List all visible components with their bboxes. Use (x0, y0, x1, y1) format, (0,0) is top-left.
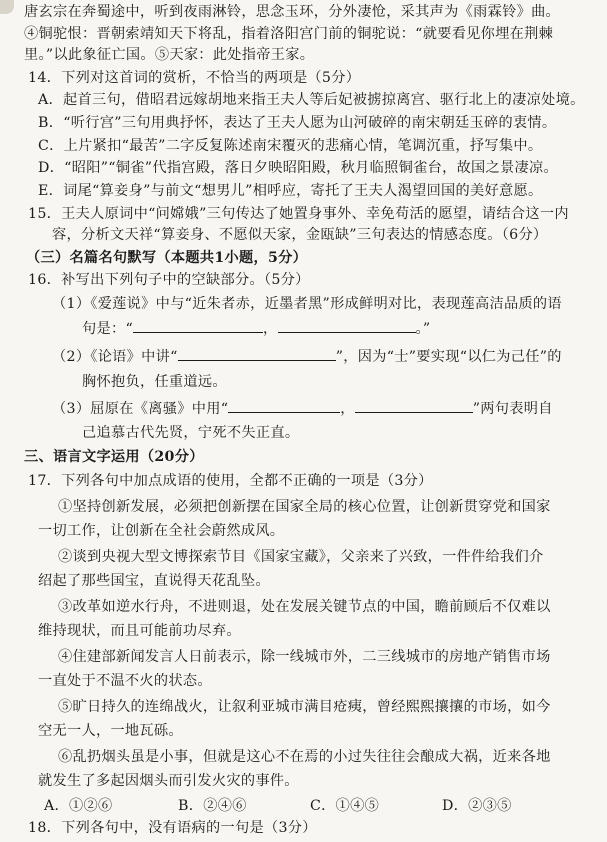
q17-sentence-5a: ⑤旷日持久的连绵战火，让叙利亚城市满目疮痍，曾经熙熙攘攘的市场，如今 (58, 699, 551, 715)
q16-item1-prefix: 句是：“ (82, 321, 134, 337)
q16-item2-suffix: ”，因为“士”要实现“以仁为己任”的 (335, 349, 562, 365)
q17-sentence-4a: ④住建部新闻发言人日前表示，除一线城市外，二三线城市的房地产销售市场 (58, 649, 551, 665)
q17-sentence-2a: ②谈到央视大型文博探索节目《国家宝藏》，父亲来了兴致，一件件给我们介 (58, 549, 544, 565)
q14-stem: 14．下列对这首词的赏析，不恰当的两项是（5分） (28, 70, 361, 86)
q16-blank-3[interactable] (178, 346, 336, 361)
note-line-2: ④铜驼恨：晋朝索靖知天下将乱，指着洛阳宫门前的铜驼说：“就要看见你埋在荆棘 (24, 26, 554, 42)
q16-blank-4[interactable] (228, 398, 340, 413)
q16-item2-prefix: （2）《论语》中讲“ (52, 349, 178, 365)
q14-option-a: A．起首三句，借昭君远嫁胡地来指王夫人等后妃被掳掠离宫、驱行北上的凄凉处境。 (38, 92, 585, 108)
note-line-1: 唐玄宗在奔蜀途中，听到夜雨淋铃，思念玉环，分外凄怆，采其声为《雨霖铃》曲。 (24, 4, 561, 20)
q18-stem: 18．下列各句中，没有语病的一句是（3分） (28, 820, 317, 836)
q16-blank-5[interactable] (355, 398, 473, 413)
q16-item1-line2 (82, 318, 430, 339)
q14-option-b: B．“听行宫”三句用典抒怀，表达了王夫人愿为山河破碎的南宋朝廷玉碎的衷情。 (38, 115, 557, 131)
q17-sentence-4b: 一直处于不温不火的状态。 (38, 673, 212, 689)
q16-item1-suffix: 。” (415, 321, 431, 337)
q16-blank-2[interactable] (278, 318, 416, 333)
q17-options (44, 796, 512, 816)
q16-item3-line1 (52, 398, 553, 419)
q17-sentence-1a: ①坚持创新发展，必须把创新摆在国家全局的核心位置，让创新贯穿党和国家 (58, 499, 551, 515)
q16-item3-line2: 己追慕古代先贤，宁死不失正直。 (82, 425, 300, 441)
q17-option-c[interactable]: C．①④⑤ (310, 798, 380, 814)
q16-item1-line1: （1）《爱莲说》中与“近朱者赤，近墨者黑”形成鲜明对比，表现莲高洁品质的语 (52, 296, 562, 312)
q16-item3-suffix: ”两句表明自 (472, 401, 553, 417)
section-3-title: （三）名篇名句默写（本题共1小题，5分） (26, 250, 308, 266)
q17-stem: 17．下列各句中加点成语的使用，全都不正确的一项是（3分） (28, 473, 433, 489)
q17-sentence-3a: ③改革如逆水行舟，不进则退，处在发展关键节点的中国，瞻前顾后不仅难以 (58, 599, 551, 615)
q17-option-a[interactable]: A．①②⑥ (44, 798, 113, 814)
page-corner-mark (0, 0, 14, 14)
q16-item3-prefix: （3）屈原在《离骚》中用“ (52, 401, 229, 417)
note-line-3: 里。”以此象征亡国。⑤天家：此处指帝王家。 (24, 47, 315, 63)
q16-item2-line2: 胸怀抱负，任重道远。 (82, 374, 227, 390)
q16-item3-comma: ， (340, 401, 355, 417)
q17-sentence-5b: 空无一人，一地瓦砾。 (38, 723, 183, 739)
q16-stem: 16．补写出下列句子中的空缺部分。（5分） (28, 272, 310, 288)
q16-item1-comma: ， (263, 321, 278, 337)
q17-sentence-6a: ⑥乱扔烟头虽是小事，但就是这心不在焉的小过失往往会酿成大祸，近来各地 (58, 749, 551, 765)
q14-option-d: D．“昭阳”“铜雀”代指宫殿，落日夕映昭阳殿，秋月临照铜雀台，故国之景凄凉。 (38, 160, 558, 176)
q17-option-d[interactable]: D．②③⑤ (442, 798, 512, 814)
q16-blank-1[interactable] (133, 318, 263, 333)
q15-line-2: 容，分析文天祥“算妾身、不愿似天家，金瓯缺”三句表达的情感态度。（6分） (52, 227, 548, 243)
q15-line-1: 15．王夫人原词中“问嫦娥”三句传达了她置身事外、幸免苟活的愿望，请结合这一内 (28, 206, 569, 222)
q17-sentence-1b: 一切工作，让创新在全社会蔚然成风。 (38, 523, 285, 539)
q14-option-e: E．词尾“算妾身”与前文“想男儿”相呼应，寄托了王夫人渴望回国的美好意愿。 (38, 183, 543, 199)
section-4-title: 三、语言文字运用（20分） (24, 449, 204, 465)
q17-option-b[interactable]: B．②④⑥ (178, 798, 247, 814)
q17-sentence-6b: 就发生了多起因烟头而引发火灾的事件。 (38, 773, 299, 789)
q14-option-c: C．上片紧扣“最苦”二字反复陈述南宋覆灭的悲痛心情，笔调沉重，抒写集中。 (38, 138, 543, 154)
q16-item2-line1 (52, 346, 562, 367)
q17-sentence-2b: 绍起了那些国宝，直说得天花乱坠。 (38, 573, 270, 589)
q17-sentence-3b: 维持现状，而且可能前功尽弃。 (38, 623, 241, 639)
